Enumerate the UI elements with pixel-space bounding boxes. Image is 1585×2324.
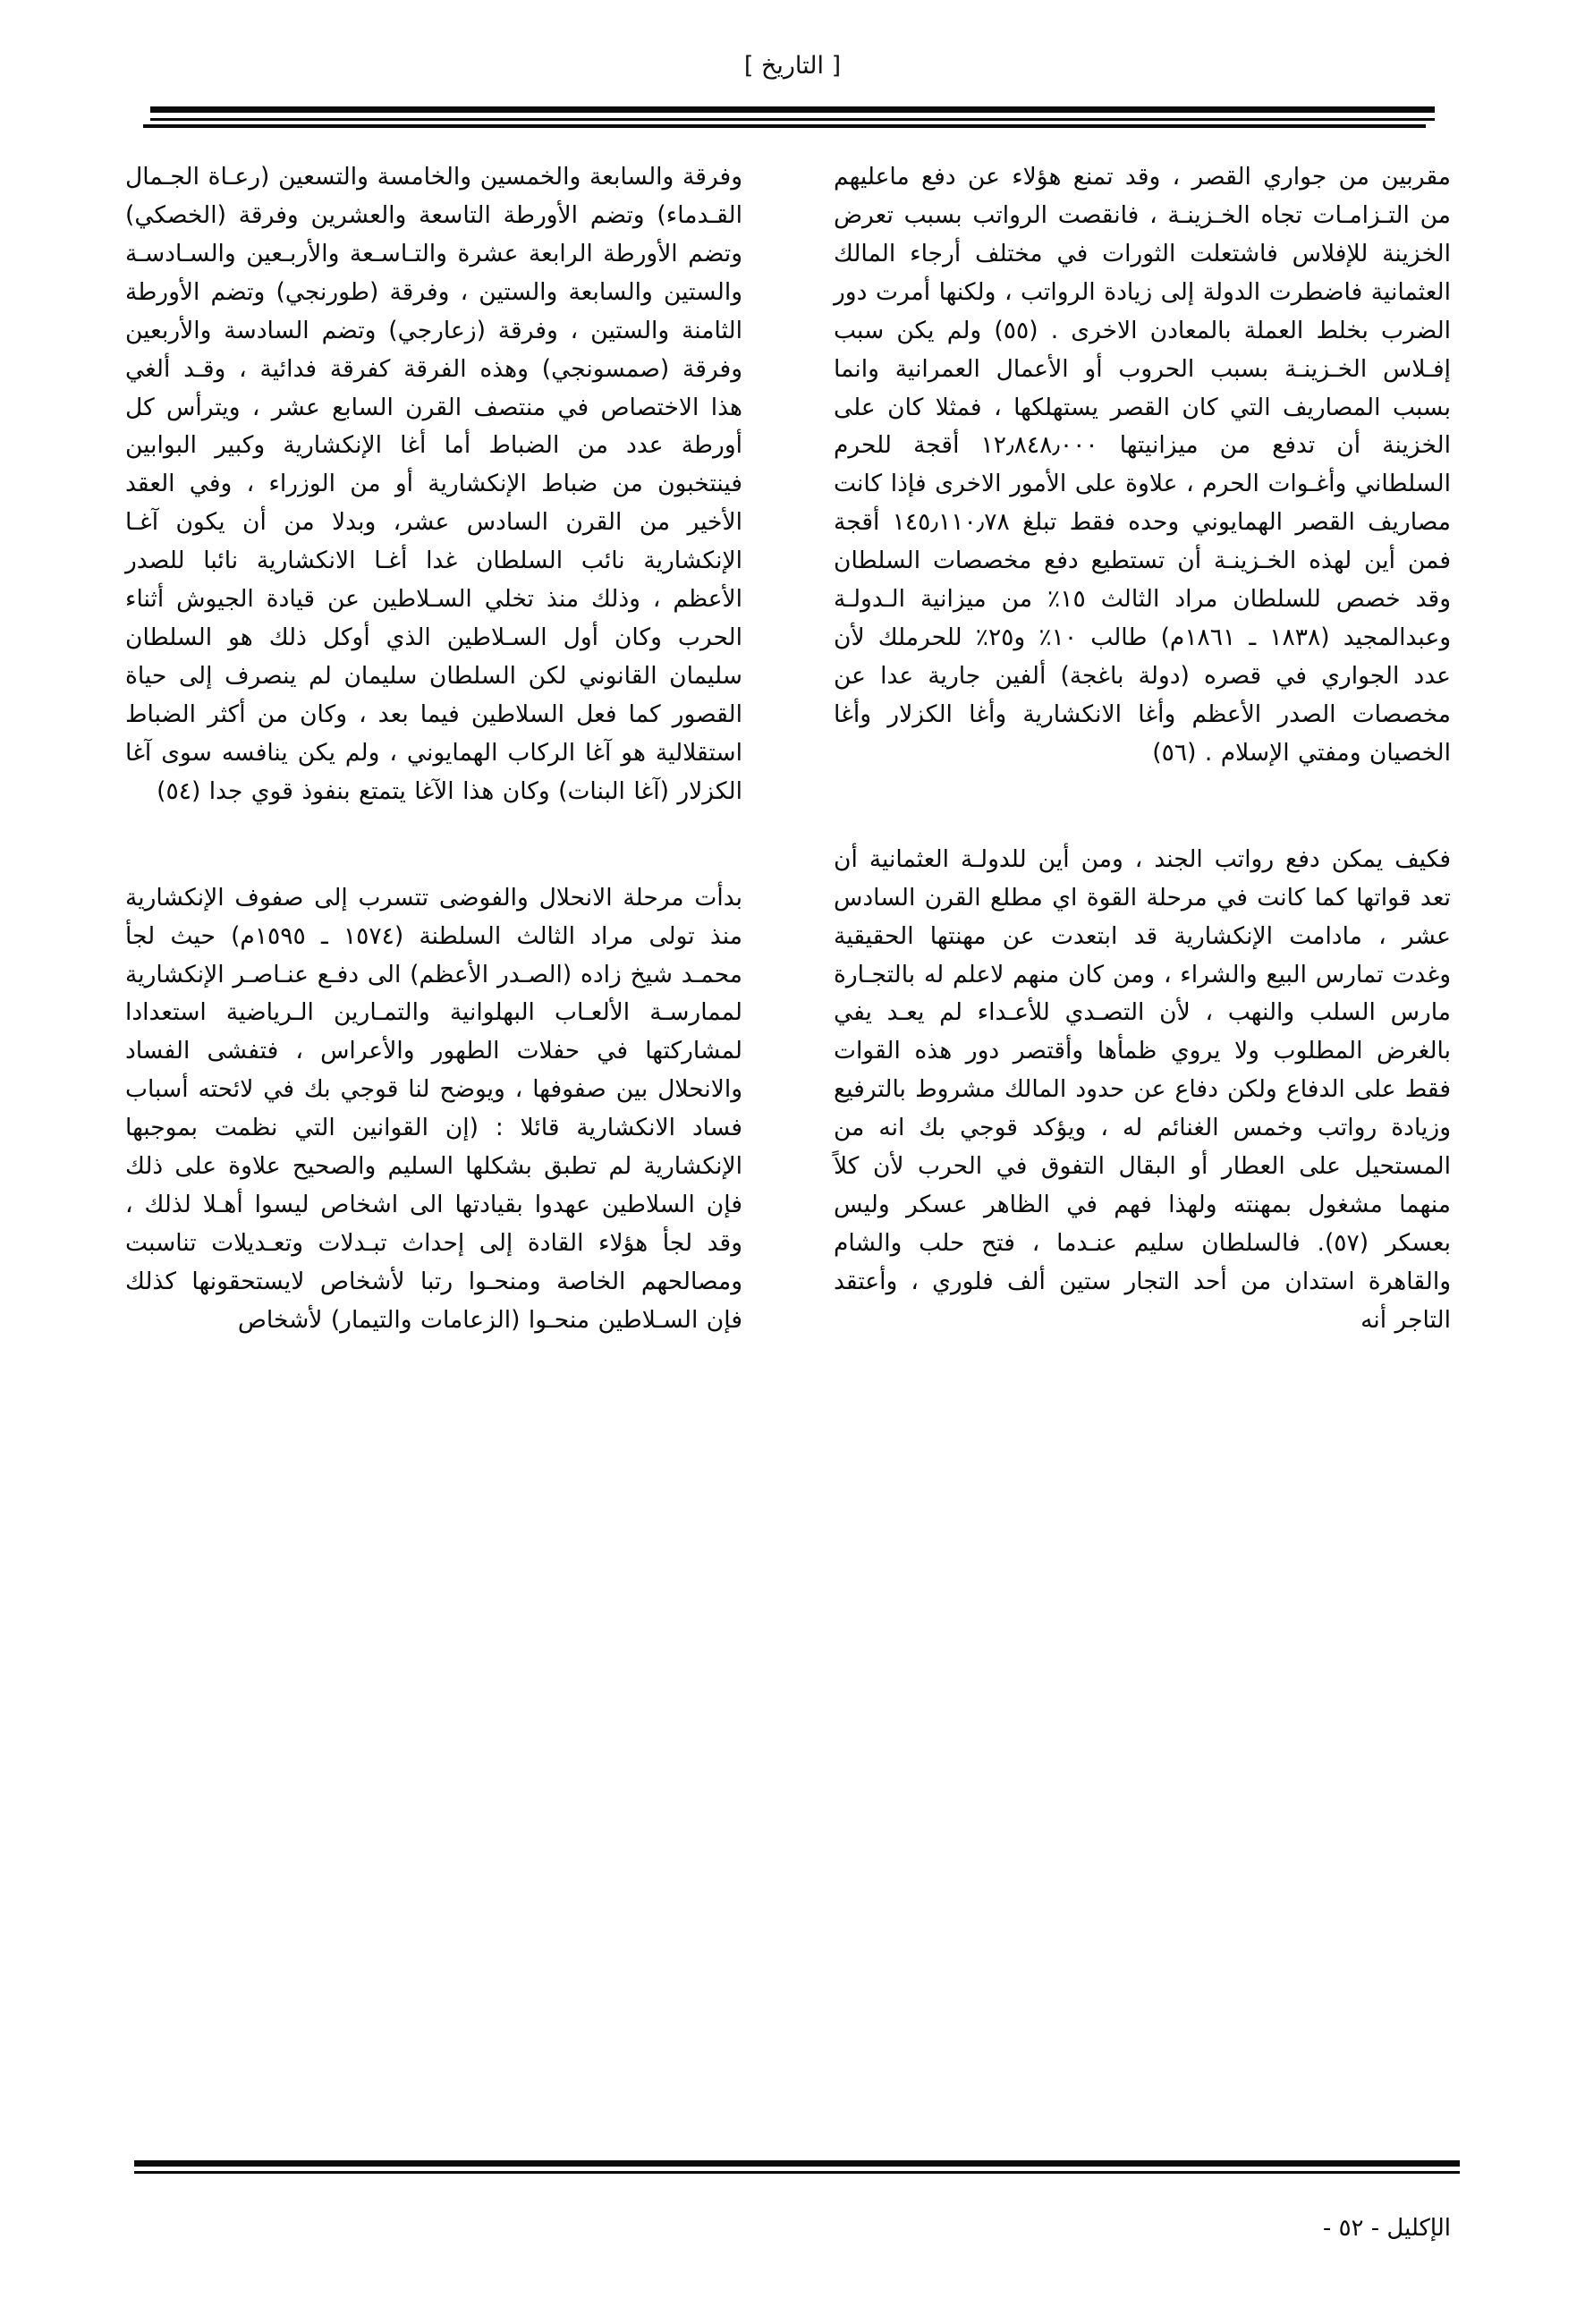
- text-columns: [125, 158, 1451, 1340]
- column-spacer: [125, 842, 742, 879]
- paragraph: بدأت مرحلة الانحلال والفوضى تتسرب إلى صفوف الإنكشارية منذ تولى مراد الثالث السلطنة (١٥٧٤ ـ ١٥٩٥م) حيث لجأ محمـد شيخ زاده (الصـدر الأعظم) الى دفـع عنـاصـر الإنكشارية لممارسـة الألعـاب البهلوانية والتمـارين الـرياضية استعدادا لمشاركتها في حفلات الطهور والأعراس ، فتفشى الفساد والانحلال بين صفوفها ، ويوضح لنا قوجي بك في لائحته أسباب فساد الانكشارية قائلا : (إن القوانين التي نظمت بموجبها الإنكشارية لم تطبق بشكلها السليم والصحيح علاوة على ذلك فإن السلاطين عهدوا بقيادتها الى اشخاص ليسوا أهـلا لذلك ، وقد لجأ هؤلاء القادة إلى إحداث تبـدلات وتعـديلات تناسبت ومصالحهم الخاصة ومنحـوا رتبا لأشخاص لايستحقونها كذلك فإن السـلاطين منحـوا (الزعامات والتيمار) لأشخاص: [125, 883, 742, 1334]
- column-right: [834, 158, 1451, 1340]
- paragraph: فكيف يمكن دفع رواتب الجند ، ومن أين للدولـة العثمانية أن تعد قواتها كما كانت في مرحلة القوة اي مطلع القرن السادس عشر ، مادامت الإنكشارية قد ابتعدت عن مهنتها الحقيقية وغدت تمارس البيع والشراء ، ومن كان منهم لاعلم له بالتجـارة مارس السلب والنهب ، لأن التصـدي للأعـداء لم يعـد يفي بالغرض المطلوب ولا يروي ظمأها وأقتصر دور هذه القوات فقط على الدفاع ولكن دفاع عن حدود المالك مشروط بالترفيع وزيادة رواتب وخمس الغنائم له ، ويؤكد قوجي بك انه من المستحيل على العطار أو البقال التفوق في الحرب لأن كلاً منهما مشغول بمهنته ولهذا فهم في الظاهر عسكر وليس بعسكر (٥٧). فالسلطان سليم عنـدما ، فتح حلب والشام والقاهرة استدان من أحد التجار ستين ألف فلوري ، وأعتقد التاجر أنه: [834, 844, 1451, 1334]
- header-rule: [150, 106, 1435, 121]
- header-rule-secondary: [143, 124, 1426, 128]
- page-footer: الإكليل - ٥٢ -: [1322, 2215, 1451, 2242]
- column-left: [125, 158, 742, 1340]
- footer-rule: [134, 2160, 1460, 2174]
- paragraph: مقربين من جواري القصر ، وقد تمنع هؤلاء عن دفع ماعليهم من التـزامـات تجاه الخـزينـة ، فانقصت الرواتب بسبب تعرض الخزينة للإفلاس فاشتعلت الثورات في مختلف أرجاء المالك العثمانية فاضطرت الدولة إلى زيادة الرواتب ، ولكنها أمرت دور الضرب بخلط العملة بالمعادن الاخرى . (٥٥) ولم يكن سبب إفـلاس الخـزينـة بسبب الحروب أو الأعمال العمرانية وانما بسبب المصاريف التي كان القصر يستهلكها ، فمثلا كان على الخزينة أن تدفع من ميزانيتها ١٢٫٨٤٨٫٠٠٠ أقجة للحرم السلطاني وأغـوات الحرم ، علاوة على الأمور الاخرى فإذا كانت مصاريف القصر الهمايوني وحده فقط تبلغ ١٤٥٫١١٠٫٧٨ أقجة فمن أين لهذه الخـزينـة أن تستطيع دفع مخصصات السلطان وقد خصص للسلطان مراد الثالث ١٥٪ من ميزانية الـدولـة وعبدالمجيد (١٨٣٨ ـ ١٨٦١م) طالب ١٠٪ و٢٥٪ للحرملك لأن عدد الجواري في قصره (دولة باغجة) ألفين جارية عدا عن مخصصات الصدر الأعظم وأغا الانكشارية وأغا الكزلار وأغا الخصيان ومفتي الإسلام . (٥٦): [834, 163, 1452, 767]
- column-spacer: [834, 803, 1451, 841]
- page-header: [ التاريخ ]: [743, 52, 842, 80]
- paragraph: وفرقة والسابعة والخمسين والخامسة والتسعين (رعـاة الجـمال القـدماء) وتضم الأورطة التاسعة والعشرين وفرقة (الخصكي) وتضم الأورطة الرابعة عشرة والتـاسـعة والأربـعين والسـادسـة والستين والسابعة والستين ، وفرقة (طورنجي) وتضم الأورطة الثامنة والستين ، وفرقة (زعارجي) وتضم السادسة والأربعين وفرقة (صمسونجي) وهذه الفرقة كفرقة فدائية ، وقـد ألغي هذا الاختصاص في منتصف القرن السابع عشر ، ويترأس كل أورطة عدد من الضباط أما أغا الإنكشارية وكبير البوابين فينتخبون من ضباط الإنكشارية أو من الوزراء ، وفي العقد الأخير من القرن السادس عشر، وبدلا من أن يكون آغـا الإنكشارية نائب السلطان غدا أغـا الانكشارية نائبا للصدر الأعظم ، وذلك منذ تخلي السـلاطين عن قيادة الجيوش أثناء الحرب وكان أول السـلاطين الذي أوكل ذلك هو السلطان سليمان القانوني لكن السلطان سليمان لم ينصرف إلى حياة القصور كما فعل السلاطين فيما بعد ، وكان من أكثر الضباط استقلالية هو آغا الركاب الهمايوني ، ولم يكن ينافسه سوى آغا الكزلار (آغا البنات) وكان هذا الآغا يتمتع بنفوذ قوي جدا (٥٤): [125, 163, 742, 805]
